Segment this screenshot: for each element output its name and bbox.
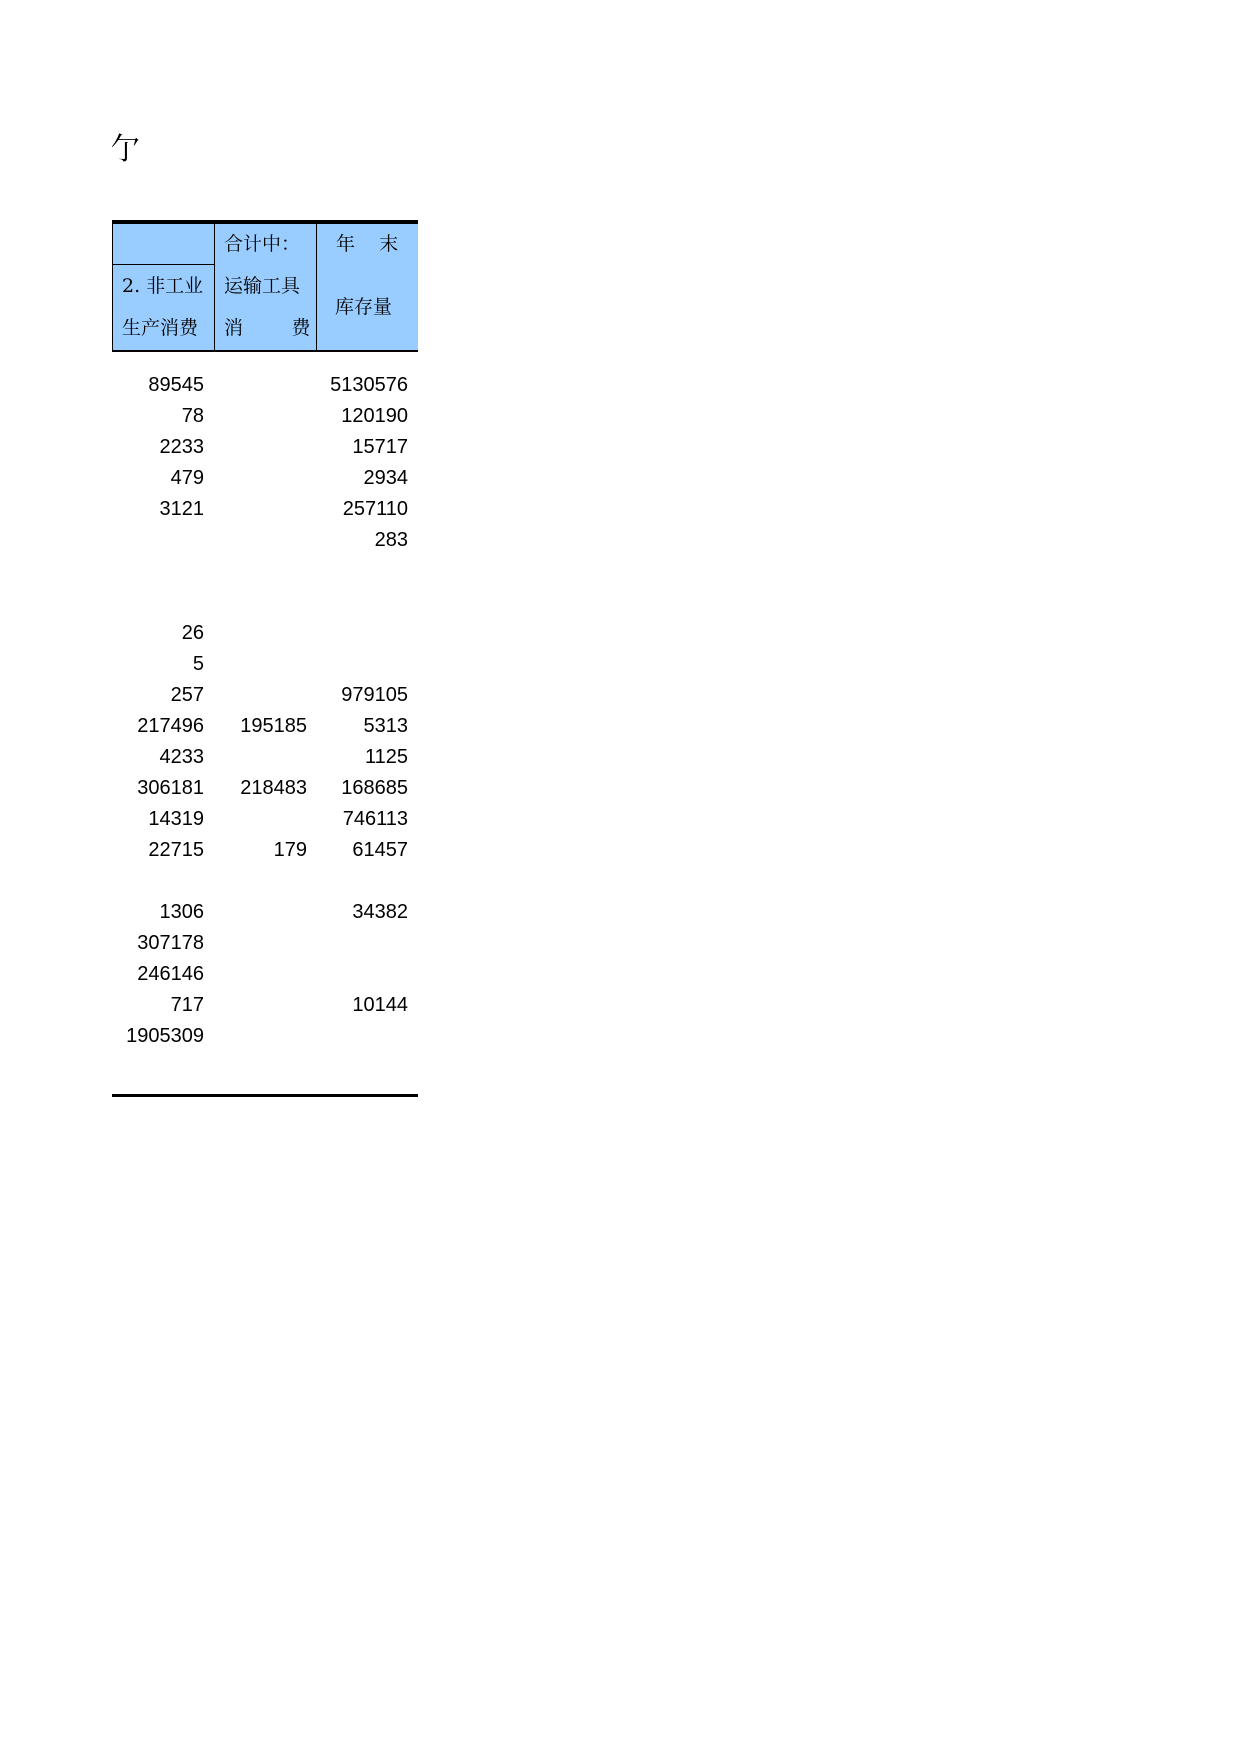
table-row <box>112 959 418 990</box>
table-cell: 257 <box>170 684 204 706</box>
table-cell: 195185 <box>240 715 307 737</box>
table-row <box>112 525 418 556</box>
table-row <box>112 370 418 401</box>
table-cell: 217496 <box>137 715 204 737</box>
table-row <box>112 401 418 432</box>
header-col1-line1: 2. 非工业 <box>122 275 204 297</box>
header-divider <box>113 264 214 265</box>
table-row <box>112 587 418 618</box>
table-row <box>112 804 418 835</box>
table-row <box>112 897 418 928</box>
table-cell: 479 <box>170 467 204 489</box>
table-cell: 168685 <box>341 777 408 799</box>
table-cell: 22715 <box>148 839 204 861</box>
table-cell: 3121 <box>159 498 204 520</box>
table-cell: 2934 <box>363 467 408 489</box>
table-cell: 4233 <box>159 746 204 768</box>
table-cell: 10144 <box>352 994 408 1016</box>
table-cell: 120190 <box>341 405 408 427</box>
table-row <box>112 990 418 1021</box>
table-row <box>112 649 418 680</box>
table-cell: 257110 <box>342 498 408 520</box>
table-cell: 89545 <box>148 374 204 396</box>
table-row <box>112 494 418 525</box>
header-col3-line2: 库存量 <box>335 296 393 318</box>
table-row <box>112 711 418 742</box>
page-title: 亇 <box>110 132 140 167</box>
table-row <box>112 928 418 959</box>
table-cell: 5130576 <box>330 374 408 396</box>
table-cell: 1306 <box>159 901 204 923</box>
header-col2-line3: 消 费 <box>224 317 311 339</box>
table-row <box>112 742 418 773</box>
table-cell: 61457 <box>352 839 408 861</box>
table-row <box>112 463 418 494</box>
table-cell: 26 <box>181 622 204 644</box>
header-col1-line2: 生产消费 <box>122 317 199 339</box>
table-header <box>112 220 418 352</box>
table-cell: 1125 <box>364 746 408 768</box>
table-cell: 15717 <box>352 436 408 458</box>
table-cell: 979105 <box>341 684 408 706</box>
table-cell: 5 <box>192 653 204 675</box>
table-cell: 2233 <box>159 436 204 458</box>
table-cell: 34382 <box>352 901 408 923</box>
table-cell: 218483 <box>240 777 307 799</box>
table-row <box>112 618 418 649</box>
table-row <box>112 432 418 463</box>
table-bottom-rule <box>112 1094 418 1097</box>
table-cell: 283 <box>374 529 408 551</box>
table-cell: 306181 <box>137 777 204 799</box>
table-row <box>112 1021 418 1052</box>
data-table <box>112 220 418 1047</box>
table-row <box>112 866 418 897</box>
table-cell: 78 <box>181 405 204 427</box>
header-divider <box>214 224 215 350</box>
table-cell: 1905309 <box>126 1025 204 1047</box>
table-cell: 14319 <box>148 808 204 830</box>
table-row <box>112 680 418 711</box>
table-cell: 307178 <box>137 932 204 954</box>
table-cell: 717 <box>170 994 204 1016</box>
header-col3-line1: 年 末 <box>336 233 399 255</box>
table-cell: 746113 <box>342 808 408 830</box>
table-row <box>112 556 418 587</box>
header-col2-line1: 合计中： <box>224 233 301 255</box>
table-row <box>112 835 418 866</box>
header-col2-line2: 运输工具 <box>224 275 301 297</box>
table-cell: 246146 <box>137 963 204 985</box>
table-cell: 5313 <box>363 715 408 737</box>
table-row <box>112 773 418 804</box>
table-cell: 179 <box>273 839 307 861</box>
header-divider <box>316 224 317 350</box>
